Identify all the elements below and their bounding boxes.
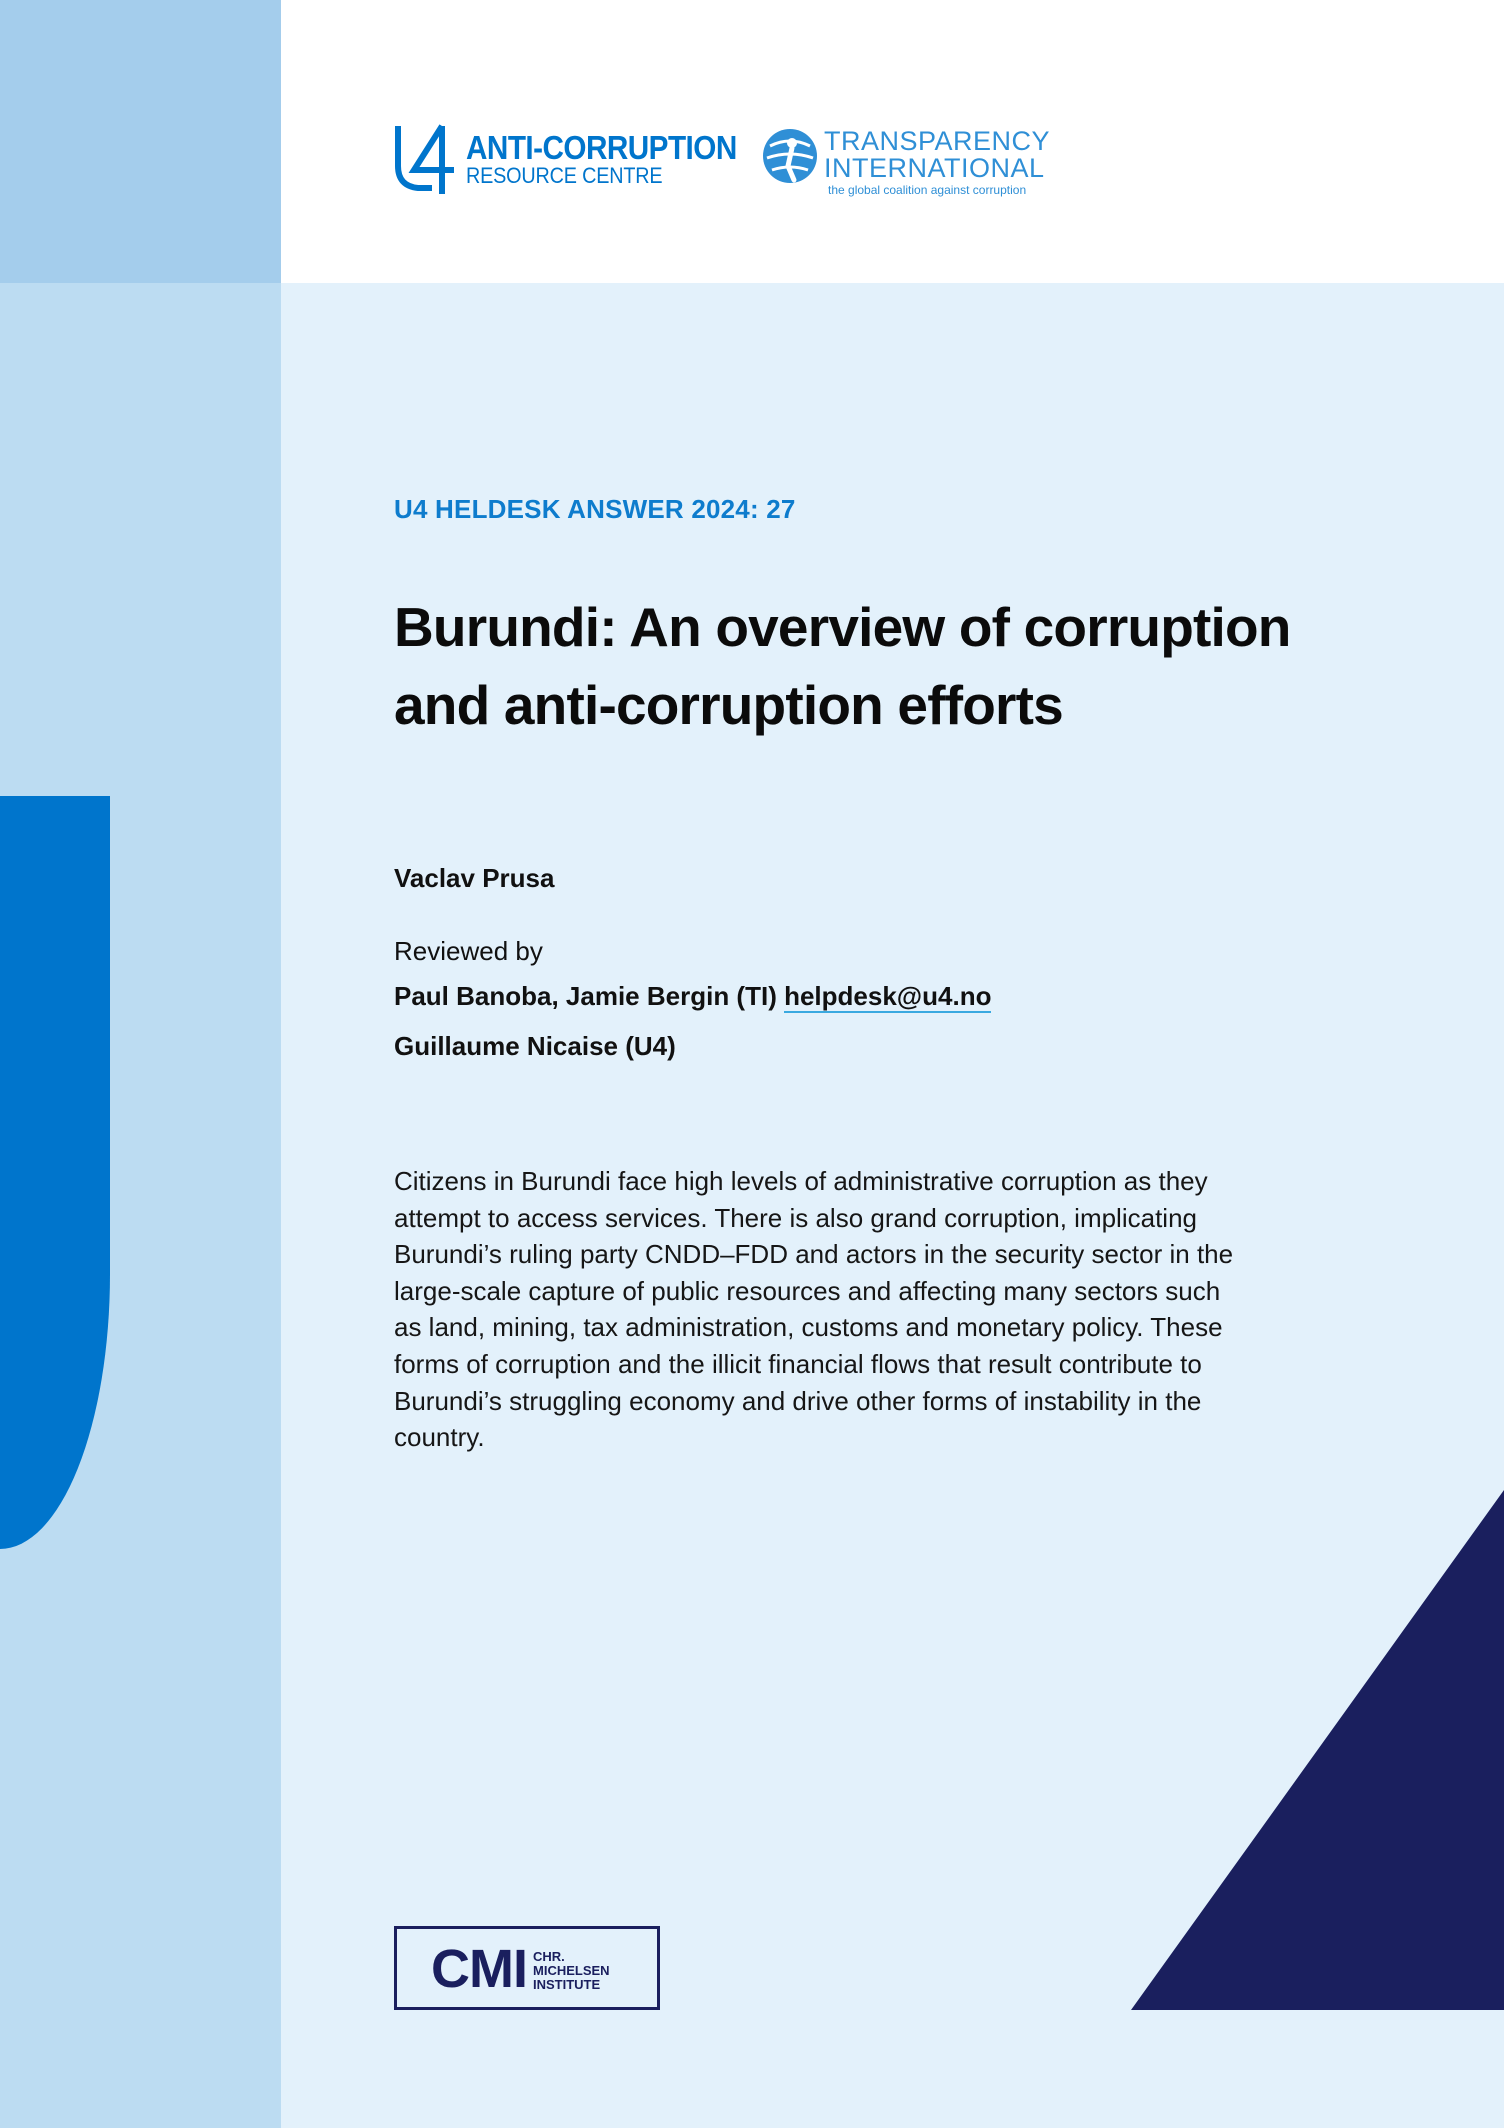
title-line-2: and anti-corruption efforts [394,674,1063,736]
contact-email-link[interactable]: helpdesk@u4.no [784,981,992,1011]
u4-logo-title: ANTI-CORRUPTION [466,129,737,166]
u4-mark-icon [394,124,460,194]
ti-logo-line1: TRANSPARENCY [824,126,1051,156]
title-line-1: Burundi: An overview of corruption [394,596,1291,658]
cmi-logo-name [533,1950,610,1992]
document-title [394,588,1394,744]
cmi-logo-letters: CMI [431,1939,527,1999]
sidebar-top-block [0,0,281,283]
ti-logo-line2: INTERNATIONAL [824,153,1045,183]
ti-logo-tagline: the global coalition against corruption [828,183,1027,197]
u4-logo[interactable] [394,124,737,194]
u4-logo-subtitle: RESOURCE CENTRE [466,163,663,188]
cmi-name-line-1: CHR. [533,1949,565,1964]
series-label: U4 HELDESK ANSWER 2024: 27 [394,494,796,524]
reviewed-by-label: Reviewed by [394,936,543,966]
transparency-international-logo[interactable] [762,125,1062,197]
abstract-paragraph: Citizens in Burundi face high levels of administrative corruption as they attempt to access services. There is also grand corruption, implicating Burundi’s ruling party CNDD–FDD and actors in the security sector in the large-scale capture of public resources and affecting many sectors such as land, mining, tax administration, customs and monetary policy. These forms of corruption and the illicit financial flows that result contribute to Burundi’s struggling economy and drive other forms of instability in the country. [394,1166,1234,1453]
reviewers-ti: Paul Banoba, Jamie Bergin (TI) [394,981,777,1011]
cmi-logo[interactable] [394,1926,660,2010]
reviewers-line-2: Guillaume Nicaise (U4) [394,1031,676,1061]
globe-person-icon [762,128,818,184]
reviewers-line-1 [394,981,991,1012]
cmi-name-line-3: INSTITUTE [533,1977,601,1992]
cmi-name-line-2: MICHELSEN [533,1963,610,1978]
author-name: Vaclav Prusa [394,863,555,893]
